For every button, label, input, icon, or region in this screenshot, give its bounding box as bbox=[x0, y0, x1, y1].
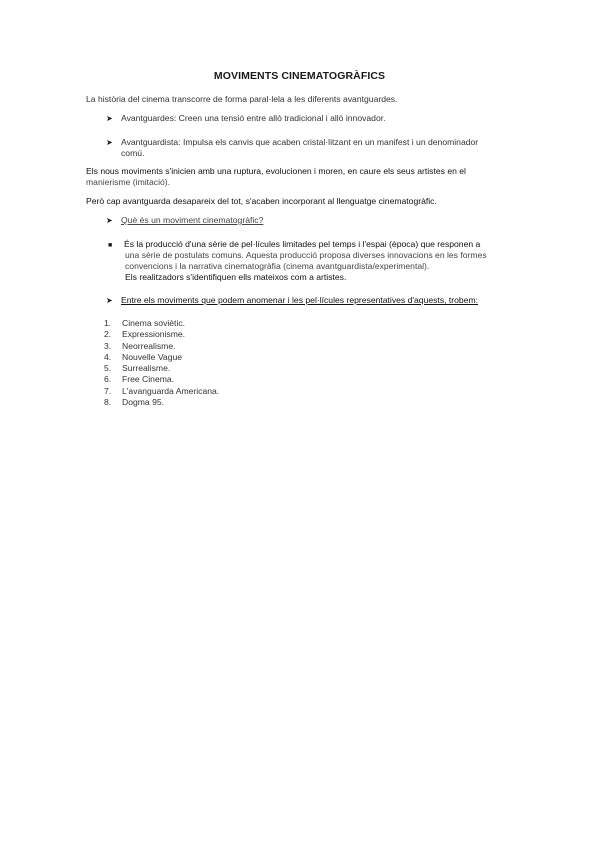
arrow-item-text: Avantguardista: Impulsa els canvis que acaben cristal·litzant en un manifest i un denominador comú. bbox=[121, 137, 479, 158]
list-number: 2. bbox=[104, 329, 112, 340]
list-number: 7. bbox=[104, 385, 112, 396]
list-number: 3. bbox=[104, 340, 112, 351]
square-bullet-icon: ■ bbox=[108, 242, 113, 249]
list-label: Dogma 95. bbox=[122, 397, 165, 408]
question-text: Què és un moviment cinematogràfic? bbox=[121, 215, 264, 225]
avantguard-paragraph: Però cap avantguarda desapareix del tot, s'acaben incorporant al llenguatge cinematogràfic. bbox=[86, 196, 437, 206]
intro-paragraph: La història del cinema transcorre de forma paral·lela a les diferents avantguardes. bbox=[86, 94, 398, 104]
list-label: Expressionisme. bbox=[122, 329, 186, 340]
list-label: Nouvelle Vague bbox=[122, 351, 183, 362]
list-number: 6. bbox=[104, 374, 112, 385]
answer-line: Els realitzadors s'identifiquen ells mateixos com a artistes. bbox=[125, 272, 347, 282]
movements-heading-text: Entre els moviments que podem anomenar i les pel·lícules representatives d'aquests, trobem: bbox=[121, 295, 479, 305]
arrow-item-text: Avantguardes: Creen una tensió entre allò tradicional i allò innovador. bbox=[121, 113, 386, 123]
list-number: 5. bbox=[104, 363, 112, 374]
arrow-bullet-icon: ➤ bbox=[106, 216, 113, 225]
list-label: Neorrealisme. bbox=[122, 340, 176, 351]
movements-evolution-paragraph bbox=[86, 166, 506, 188]
list-number: 8. bbox=[104, 397, 112, 408]
arrow-bullet-icon: ➤ bbox=[106, 296, 113, 305]
list-label: Cinema soviètic. bbox=[122, 318, 186, 328]
answer-line: És la producció d'una sèrie de pel·lícules limitades pel temps i l'espai (època) que responen a bbox=[124, 239, 481, 249]
list-number: 1. bbox=[104, 318, 112, 328]
list-number: 4. bbox=[104, 351, 112, 362]
paragraph-text: Els nous moviments s'inicien amb una ruptura, evolucionen i moren, en caure els seus artistes en el bbox=[86, 166, 466, 176]
paragraph-text: manierisme (imitació). bbox=[86, 177, 171, 187]
list-label: Free Cinema. bbox=[122, 374, 175, 385]
list-label: L'avanguarda Americana. bbox=[122, 385, 220, 396]
arrow-bullet-icon: ➤ bbox=[106, 138, 113, 147]
arrow-bullet-icon: ➤ bbox=[106, 114, 113, 123]
document-title: MOVIMENTS CINEMATOGRÀFICS bbox=[213, 70, 386, 82]
answer-line: una sèrie de postulats comuns. Aquesta producció proposa diverses innovacions en les formes convencions i la narrativa cinematogràfia (cinema avantguardista/experimental). bbox=[125, 250, 487, 271]
list-label: Surrealisme. bbox=[122, 363, 171, 374]
